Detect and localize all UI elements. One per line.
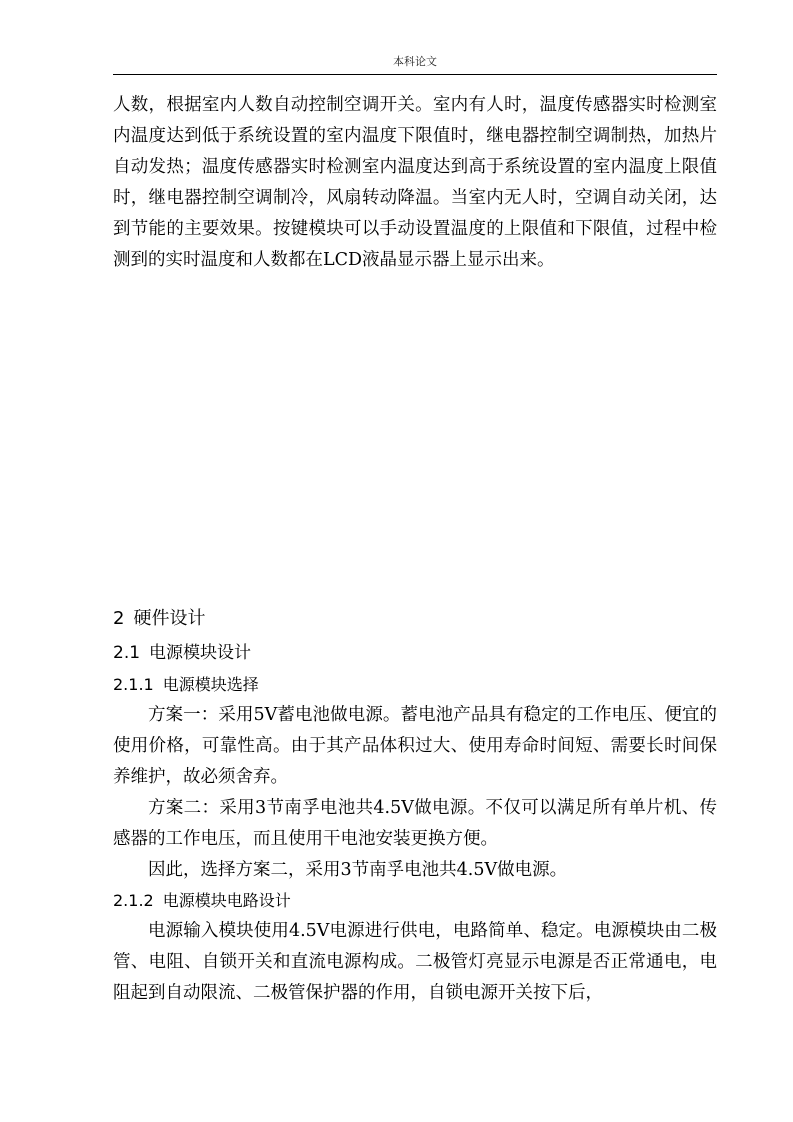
section-2-1-1-number: 2.1.1 <box>113 675 154 694</box>
page-header: 本科论文 <box>393 55 437 68</box>
section-2-1-2-number: 2.1.2 <box>113 891 154 910</box>
section-2-1-1-title: 电源模块选择 <box>162 675 259 694</box>
section-2-1-2-heading <box>113 886 717 916</box>
intro-block <box>113 90 717 276</box>
intro-paragraph: 人数，根据室内人数自动控制空调开关。室内有人时，温度传感器实时检测室内温度达到低于系统设置的室内温度下限值时，继电器控制空调制热，加热片自动发热；温度传感器实时检测室内温度达到高于系统设置的室内温度上限值时，继电器控制空调制冷，风扇转动降温。当室内无人时，空调自动关闭，达到节能的主要效果。按键模块可以手动设置温度的上限值和下限值，过程中检测到的实时温度和人数都在LCD液晶显示器上显示出来。 <box>113 95 717 270</box>
section-2-1-1-heading <box>113 670 717 700</box>
header-rule <box>113 74 717 75</box>
section-2-1-2-title: 电源模块电路设计 <box>162 891 291 910</box>
section-2-1-title: 电源模块设计 <box>149 643 252 663</box>
section-2-number: 2 <box>113 608 125 629</box>
option-one-paragraph: 方案一：采用5V蓄电池做电源。蓄电池产品具有稳定的工作电压、便宜的使用价格，可靠性高。由于其产品体积过大、使用寿命时间短、需要长时间保养维护，故必须舍弃。 <box>113 705 717 787</box>
section-2-1-heading <box>113 636 717 670</box>
section-2-block <box>113 602 717 1009</box>
option-two-paragraph: 方案二：采用3节南孚电池共4.5V做电源。不仅可以满足所有单片机、传感器的工作电压，而且使用干电池安装更换方便。 <box>113 798 717 849</box>
section-2-1-number: 2.1 <box>113 643 141 663</box>
section-2-heading <box>113 602 717 636</box>
power-circuit-paragraph: 电源输入模块使用4.5V电源进行供电，电路简单、稳定。电源模块由二极管、电阻、自锁开关和直流电源构成。二极管灯亮显示电源是否正常通电，电阻起到自动限流、二极管保护器的作用，自锁电源开关按下后， <box>113 921 717 1003</box>
section-2-title: 硬件设计 <box>133 608 206 629</box>
conclusion-paragraph: 因此，选择方案二，采用3节南孚电池共4.5V做电源。 <box>148 860 568 880</box>
